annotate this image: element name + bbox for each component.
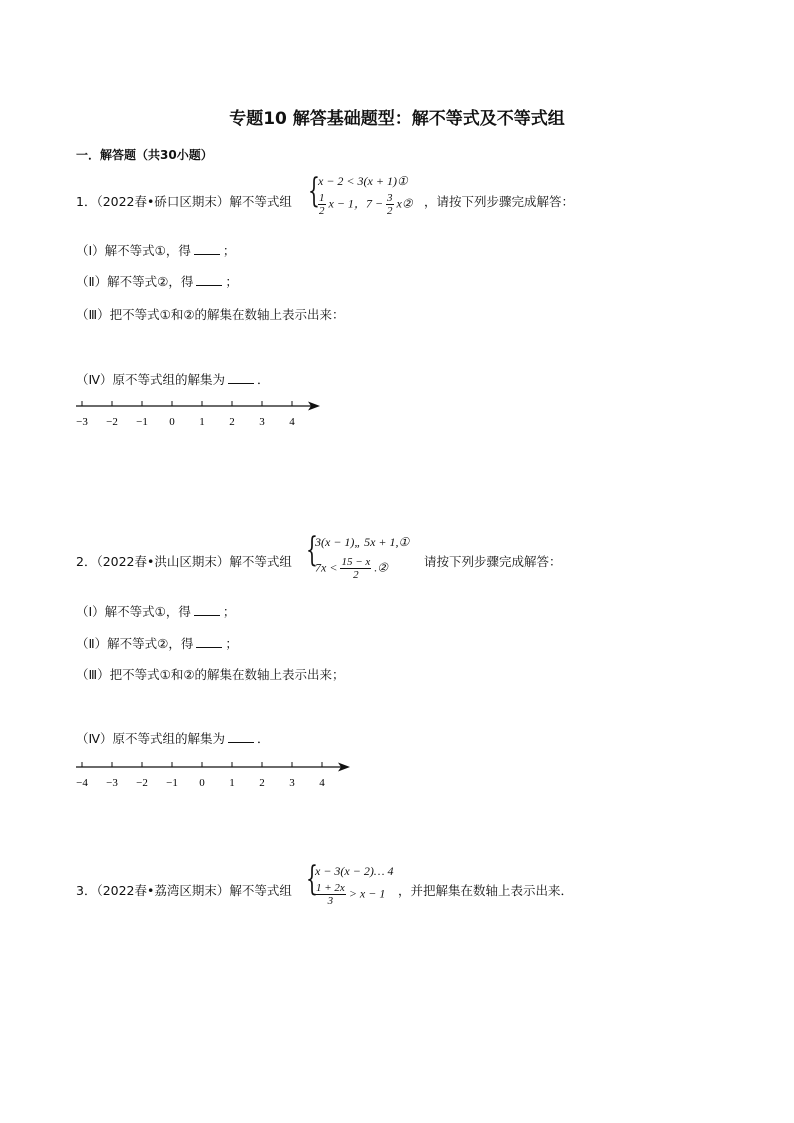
q2-step-4: （Ⅳ）原不等式组的解集为 ． <box>76 731 270 746</box>
q1-step-4: （Ⅳ）原不等式组的解集为 ． <box>76 372 270 387</box>
q2-axis-tick-label: −1 <box>166 777 178 789</box>
q2-inequality-1: 3(x − 1)„ 5x + 1,① <box>315 535 410 549</box>
answer-blank[interactable] <box>228 372 254 384</box>
q1-step-1: （Ⅰ）解不等式①，得 ； <box>76 243 236 258</box>
q1-step-3: （Ⅲ）把不等式①和②的解集在数轴上表示出来： <box>76 307 345 322</box>
q2-axis-tick-label: 1 <box>229 777 235 789</box>
q2-step-3: （Ⅲ）把不等式①和②的解集在数轴上表示出来； <box>76 667 345 682</box>
q2-axis-tick-label: −4 <box>76 777 88 789</box>
q3-prefix: 3．（2022春•荔湾区期末）解不等式组 <box>76 883 292 898</box>
q1-frac-three-halves: $\frac{3}{2}$ <box>387 192 393 217</box>
q3-suffix: ，并把解集在数轴上表示出来． <box>398 883 574 898</box>
section-heading: 一．解答题（共30小题） <box>76 148 213 162</box>
q2-suffix: 请按下列步骤完成解答： <box>424 554 562 569</box>
q2-prefix: 2．（2022春•洪山区期末）解不等式组 <box>76 554 292 569</box>
q2-axis-tick-label: 3 <box>289 777 295 789</box>
q1-axis-tick-label: 4 <box>289 416 295 428</box>
answer-blank[interactable] <box>196 274 222 286</box>
answer-blank[interactable] <box>196 636 222 648</box>
q1-axis-tick-label: −2 <box>106 416 118 428</box>
page-title: 专题10 解答基础题型：解不等式及不等式组 <box>229 109 565 129</box>
q1-number-line <box>70 396 330 432</box>
q2-inequality-2: 7x < $\frac{15 - x}{2}$ .② <box>315 556 389 581</box>
q1-axis-tick-label: −1 <box>136 416 148 428</box>
q1-frac-half: $\frac{1}{2}$ <box>319 192 325 217</box>
q1-axis-tick-label: 1 <box>199 416 205 428</box>
q1-axis-tick-label: 3 <box>259 416 265 428</box>
q2-axis-tick-label: 4 <box>319 777 325 789</box>
q2-step-2: （Ⅱ）解不等式②，得 ； <box>76 636 238 651</box>
q1-inequality-1: x − 2 < 3(x + 1)① <box>318 174 408 188</box>
q1-step-2: （Ⅱ）解不等式②，得 ； <box>76 274 238 289</box>
q1-inequality-2: $\frac{1}{2}$ x − 1，7 − $\frac{3}{2}$ x② <box>319 192 413 217</box>
q2-brace: { <box>306 530 318 570</box>
q1-suffix: ，请按下列步骤完成解答： <box>424 194 575 209</box>
q1-axis-tick-label: 0 <box>169 416 175 428</box>
q3-brace: { <box>306 859 318 899</box>
q1-prefix: 1．（2022春•硚口区期末）解不等式组 <box>76 194 292 209</box>
q3-inequality-2: $\frac{1 + 2x}{3}$ > x − 1 <box>316 882 386 907</box>
q2-frac: $\frac{15 - x}{2}$ <box>341 556 371 581</box>
q2-step-1: （Ⅰ）解不等式①，得 ； <box>76 604 236 619</box>
q2-axis-tick-label: 0 <box>199 777 205 789</box>
q1-axis-tick-label: 2 <box>229 416 235 428</box>
q3-frac: $\frac{1 + 2x}{3}$ <box>316 882 345 907</box>
q3-inequality-1: x − 3(x − 2)… 4 <box>315 864 394 878</box>
answer-blank[interactable] <box>194 243 220 255</box>
q2-axis-tick-label: −2 <box>136 777 148 789</box>
q2-number-line <box>70 757 360 793</box>
q2-axis-tick-label: 2 <box>259 777 265 789</box>
q1-axis-tick-label: −3 <box>76 416 88 428</box>
answer-blank[interactable] <box>228 731 254 743</box>
q1-brace: { <box>308 171 320 211</box>
q2-axis-tick-label: −3 <box>106 777 118 789</box>
answer-blank[interactable] <box>194 604 220 616</box>
